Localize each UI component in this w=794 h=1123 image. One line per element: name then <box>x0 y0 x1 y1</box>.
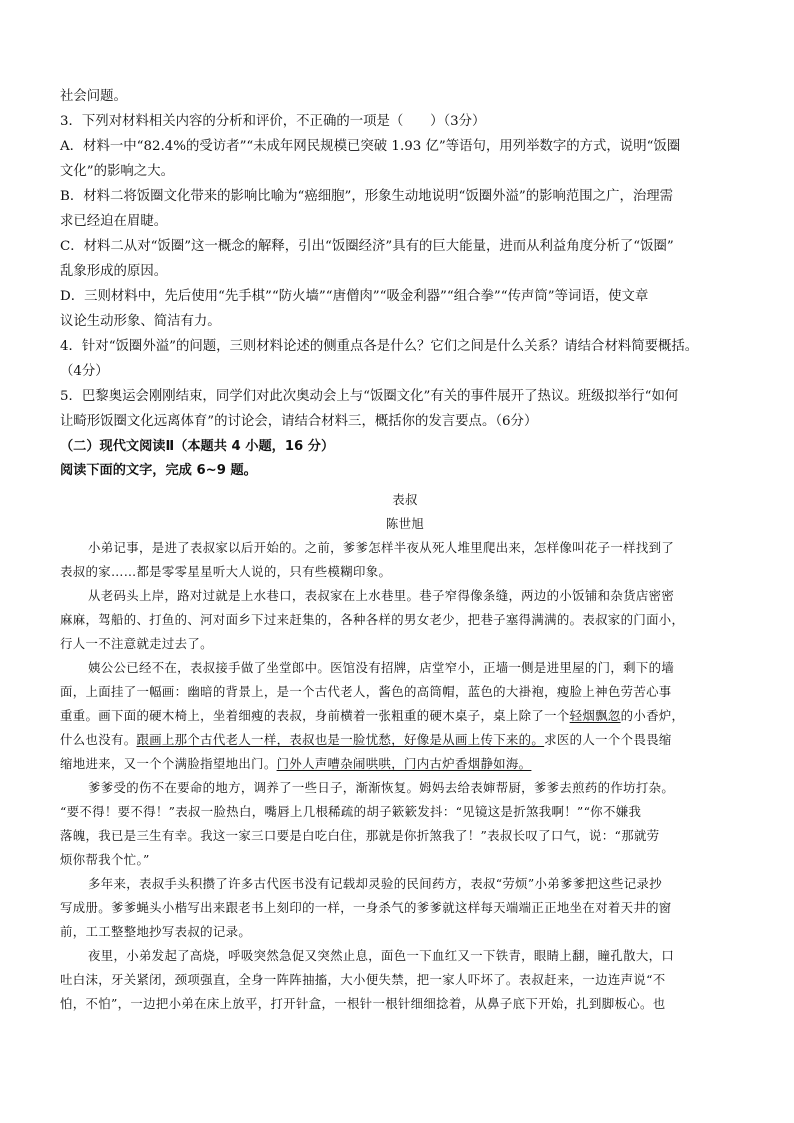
story-line: 落魄，我已是三生有幸。我这一家三口要是白吃白住，那就是你折煞我了！”表叔长叹了口气，说：“那就劳 <box>60 828 660 843</box>
section-instruction: 阅读下面的文字，完成 6~9 题。 <box>60 463 257 478</box>
question-5: 5．巴黎奥运会刚刚结束，同学们对此次奥动会上与“饭圈文化”有关的事件展开了热议。班级拟举行“如何 <box>60 389 679 404</box>
story-line <box>60 707 684 725</box>
option-a-cont: 文化”的影响之大。 <box>60 164 174 179</box>
story-author: 陈世旭 <box>385 516 425 531</box>
story-line: 麻麻，驾船的、打鱼的、河对面乡下过来赶集的，各种各样的男女老少，把巷子塞得满满的。表叔家的门面小， <box>60 612 685 627</box>
option-b: B．材料二将饭圈文化带来的影响比喻为“癌细胞”，形象生动地说明“饭圈外溢”的影响范围之广，治理需 <box>60 189 674 204</box>
story-title: 表叔 <box>392 492 418 507</box>
story-line: 面，上面挂了一幅画：幽暗的背景上，是一个古代老人，酱色的高筒帽，蓝色的大褂袍，瘦脸上神色劳苦心事 <box>60 684 672 699</box>
option-a: A．材料一中“82.4%的受访者”“未成年网民规模已突破 1.93 亿”等语句，用列举数字的方式，说明“饭圈 <box>60 139 681 154</box>
story-line: “要不得！要不得！”表叔一脸热白，嘴唇上几根稀疏的胡子簌簌发抖：“见镜这是折煞我啊！”“你不嫌我 <box>60 804 642 819</box>
option-d: D．三则材料中，先后使用“先手棋”“防火墙”“唐僧肉”“吸金利器”“组合拳”“传声筒”等词语，使文章 <box>60 289 649 304</box>
story-line <box>60 731 672 749</box>
story-line: 怕，不怕”，一边把小弟在床上放平，打开针盒，一根针一根针细细捻着，从鼻子底下开始，扎到脚板心。也 <box>60 996 666 1011</box>
story-line <box>60 755 531 773</box>
story-line: 姨公公已经不在，表叔接手做了坐堂郎中。医馆没有招牌，店堂窄小，正墙一侧是进里屋的门，剩下的墙 <box>88 660 675 675</box>
text-line: 社会问题。 <box>60 89 127 104</box>
story-line: 吐白沫，牙关紧闭，颈项强直，全身一阵阵抽搐，大小便失禁，把一家人吓坏了。表叔赶来，一边连声说“不 <box>60 972 666 987</box>
underlined-sentence: 跟画上那个古代老人一样，表叔也是一脸忧愁，好像是从画上传下来的。 <box>136 732 545 747</box>
story-line: 小弟记事，是进了表叔家以后开始的。之前，爹爹怎样半夜从死人堆里爬出来，怎样像叫花子一样找到了 <box>88 540 675 555</box>
question-4-score: （4分） <box>60 364 109 379</box>
story-line: 从老码头上岸，路对过就是上水巷口，表叔家在上水巷里。巷子窄得像条缝，两边的小饭铺和杂货店密密 <box>88 588 675 603</box>
story-line: 表叔的家……都是零零星星听大人说的，只有些模糊印象。 <box>60 564 392 579</box>
story-line: 多年来，表叔手头积攒了许多古代医书没有记载却灵验的民间药方，表叔“劳烦”小弟爹爹把这些记录抄 <box>88 876 662 891</box>
question-4: 4．针对“饭圈外溢”的问题，三则材料论述的侧重点各是什么？它们之间是什么关系？请结合材料简要概括。 <box>60 339 699 354</box>
story-line: 烦你帮我个忙。” <box>60 852 150 867</box>
option-c-cont: 乱象形成的原因。 <box>60 264 168 279</box>
underlined-sentence: 门外人声嘈杂闹哄哄，门内古炉香烟静如海。 <box>276 756 532 771</box>
option-c: C．材料二从对“饭圈”这一概念的解释，引出“饭圈经济”具有的巨大能量，进而从利益角度分析了“饭圈” <box>60 239 674 254</box>
story-line: 前，工工整整地抄写表叔的记录。 <box>60 924 252 939</box>
option-b-cont: 求已经迫在眉睫。 <box>60 214 168 229</box>
story-text: 求医的人一个个畏畏缩 <box>544 732 672 747</box>
story-text: 缩地进来，又一个个满脸指望地出门。 <box>60 756 277 771</box>
story-line: 行人一不注意就走过去了。 <box>60 636 213 651</box>
story-text: 重重。画下面的硬木椅上，坐着细瘦的表叔，身前横着一张粗重的硬木桌子，桌上除了一个 <box>60 708 570 723</box>
story-text: 什么也没有。 <box>60 732 137 747</box>
section-heading: （二）现代文阅读Ⅱ（本题共 4 小题，16 分） <box>60 439 335 454</box>
story-line: 写成册。爹爹蝇头小楷写出来跟老书上刻印的一样，一身杀气的爹爹就这样每天端端正正地坐在对着天井的窗 <box>60 900 672 915</box>
question-3: 3．下列对材料相关内容的分析和评价，不正确的一项是（ ）（3分） <box>60 114 486 129</box>
story-line: 夜里，小弟发起了高烧，呼吸突然急促又突然止息，面色一下血红又一下铁青，眼睛上翻，瞳孔散大，口 <box>88 948 675 963</box>
underlined-phrase: 轻烟飘忽 <box>569 708 621 723</box>
story-line: 爹爹受的伤不在要命的地方，调养了一些日子，渐渐恢复。姆妈去给表婶帮厨，爹爹去煎药的作坊打杂。 <box>88 780 675 795</box>
question-5-cont: 让畸形饭圈文化远离体育”的讨论会，请结合材料三，概括你的发言要点。（6分） <box>60 414 538 429</box>
story-text: 的小香炉， <box>620 708 685 723</box>
option-d-cont: 议论生动形象、简洁有力。 <box>60 314 221 329</box>
